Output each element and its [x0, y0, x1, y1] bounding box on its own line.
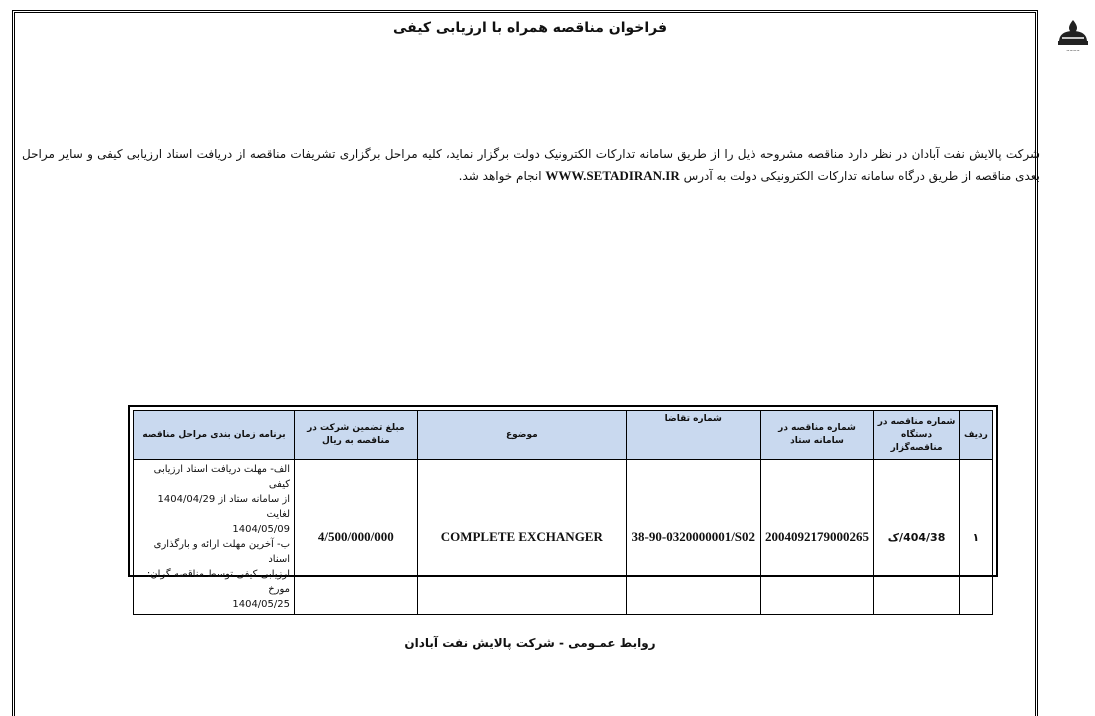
header-subject: موضوع	[417, 411, 626, 460]
cell-subject: COMPLETE EXCHANGER	[417, 460, 626, 615]
schedule-line: الف- مهلت دریافت اسناد ارزیابی کیفی	[153, 464, 290, 490]
intro-paragraph	[22, 143, 1040, 187]
tender-table-container	[128, 405, 998, 610]
website-link[interactable]: WWW.SETADIRAN.IR	[545, 168, 680, 183]
page-title: فراخوان مناقصه همراه با ارزیابی کیفی	[392, 20, 668, 36]
table-row	[134, 460, 993, 615]
schedule-line: ب- آخرین مهلت ارائه و بارگذاری اسناد	[153, 539, 290, 565]
oil-refinery-logo-icon	[1053, 16, 1093, 56]
header-row-no: ردیف	[959, 411, 992, 460]
schedule-line: 1404/05/09	[232, 524, 290, 535]
schedule-line: 1404/05/25	[232, 599, 290, 610]
cell-row-no: ۱	[959, 460, 992, 615]
cell-setad-tender-no: 2004092179000265	[760, 460, 874, 615]
schedule-line: ارزیابی کیفی توسط مناقصه گران: مورخ	[146, 569, 290, 595]
intro-text: شرکت پالایش نفت آبادان در نظر دارد مناقصه مشروحه ذیل را از طریق سامانه تدارکات الکترونیک دولت برگزار نماید، کلیه مراحل برگزاری تشریفات مناقصه از دریافت اسناد ارزیابی کیفی و سایر مراحل بعدی مناقصه از طریق درگاه سامانه تدارکات الکترونیکی دولت به آدرس	[22, 147, 1040, 183]
header-schedule: برنامه زمان بندی مراحل مناقصه	[134, 411, 295, 460]
tender-table	[133, 410, 993, 615]
header-guarantee: مبلغ تضمین شرکت در مناقصه به ریال	[295, 411, 418, 460]
header-setad-tender-no: شماره مناقصه در سامانه ستاد	[760, 411, 874, 460]
cell-org-tender-no: 404/38/ک	[874, 460, 959, 615]
header-request-no: شماره تقاضا	[626, 411, 760, 460]
schedule-line: از سامانه ستاد از 1404/04/29 لغایت	[157, 494, 290, 520]
cell-guarantee: 4/500/000/000	[295, 460, 418, 615]
footer-signature: روابط عمـومی - شرکت پالایش نفت آبادان	[404, 636, 656, 650]
svg-text:~~~~: ~~~~	[1066, 48, 1080, 53]
header-org-tender-no: شماره مناقصه در دستگاه مناقصه‌گزار	[874, 411, 959, 460]
cell-schedule	[134, 460, 295, 615]
intro-text-end: انجام خواهد شد.	[458, 169, 542, 183]
cell-request-no: 38-90-0320000001/S02	[626, 460, 760, 615]
table-header-row	[134, 411, 993, 460]
